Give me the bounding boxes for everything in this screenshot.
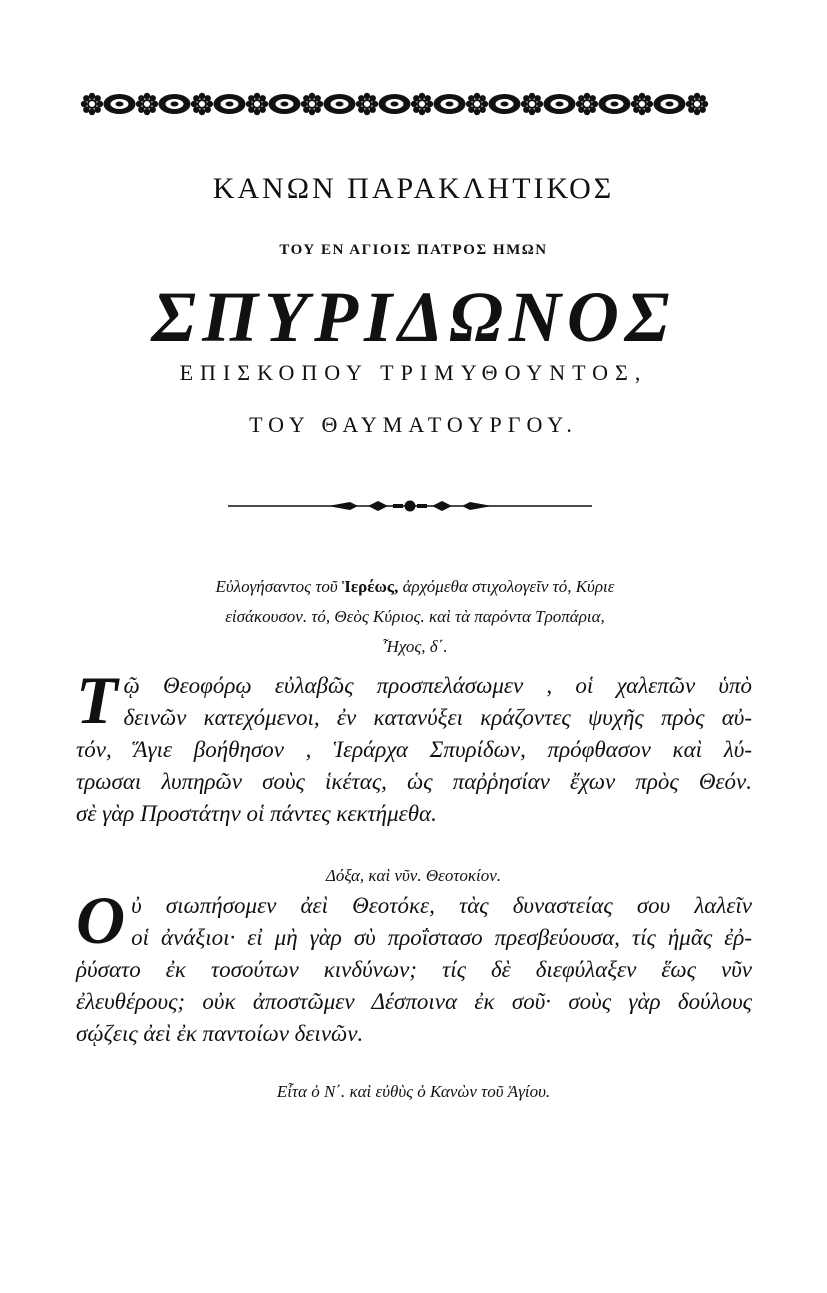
text-line: τόν, Ἅγιε βοήθησον , Ἱεράρχα Σπυρίδων, πρόφθασον καὶ λύ-: [76, 737, 752, 762]
rosette-ornament: [246, 93, 268, 115]
rubric-line-1: [120, 572, 710, 602]
drop-cap: Ο: [76, 882, 126, 958]
title-line-bishop: ΕΠΙΣΚΟΠΟΥ ΤΡΙΜΥΘΟΥΝΤΟΣ,: [179, 360, 648, 385]
theotokion: [76, 882, 752, 1050]
rosette-ornament: [81, 93, 103, 115]
text-line: σῴζεις ἀεὶ ἐκ παντοίων δεινῶν.: [76, 1021, 364, 1046]
text-line: οἱ ἀνάξιοι· εἰ μὴ γὰρ σὺ προΐστασο πρεσβεύουσα, τίς ἡμᾶς ἐῤ-: [131, 925, 752, 950]
rosette-ornament: [411, 93, 433, 115]
medallion-ornament: [214, 94, 246, 114]
rosette-ornament: [466, 93, 488, 115]
rosette-ornament: [136, 93, 158, 115]
rosette-ornament: [301, 93, 323, 115]
closing-rubric: Εἶτα ὁ Ν΄. καὶ εὐθὺς ὁ Κανὼν τοῦ Ἁγίου.: [276, 1082, 551, 1101]
medallion-ornament: [159, 94, 191, 114]
text-line: ῷ Θεοφόρῳ εὐλαβῶς προσπελάσωμεν , οἱ χαλεπῶν ὑπὸ: [123, 673, 752, 698]
rubric-text: Εὐλογήσαντος τοῦ: [215, 577, 342, 596]
rosette-ornament: [631, 93, 653, 115]
title-sub: ΤΟΥ ΕΝ ΑΓΙΟΙΣ ΠΑΤΡΟΣ ΗΜΩΝ: [279, 242, 548, 258]
rubric-bold-word: Ἱερέως,: [341, 577, 399, 596]
medallion-ornament: [324, 94, 356, 114]
text-line: ῥύσατο ἐκ τοσούτων κινδύνων; τίς δὲ διεφύλαξεν ἕως νῦν: [76, 957, 752, 982]
rubric: [120, 572, 710, 662]
medallion-ornament: [544, 94, 576, 114]
title-name: ΣΠΥΡΙΔΩΝΟΣ: [151, 277, 676, 357]
drop-cap: Τ: [76, 662, 118, 738]
text-line: δεινῶν κατεχόμενοι, ἐν κατανύξει κράζοντες ψυχῆς πρὸς αὐ-: [123, 705, 752, 730]
medallion-ornament: [654, 94, 686, 114]
rosette-ornament: [576, 93, 598, 115]
medallion-ornament: [599, 94, 631, 114]
rubric-tone: Ἦχος, δ΄.: [382, 637, 448, 656]
divider-ornament: [228, 496, 592, 516]
medallion-ornament: [379, 94, 411, 114]
medallion-ornament: [489, 94, 521, 114]
text-line: σὲ γὰρ Προστάτην οἱ πάντες κεκτήμεθα.: [76, 801, 437, 826]
medallion-ornament: [269, 94, 301, 114]
rosette-ornament: [521, 93, 543, 115]
rosette-ornament: [686, 93, 708, 115]
rubric-text: ἀρχόμεθα στιχολογεῖν τό, Κύριε: [398, 577, 615, 596]
text-line: τρωσαι λυπηρῶν σοὺς ἱκέτας, ὡς παῤῥησίαν ἔχων πρὸς Θεόν.: [76, 769, 752, 794]
rubric-line-2: εἰσάκουσον. τό, Θεὸς Κύριος. καὶ τὰ παρόντα Τροπάρια,: [225, 607, 605, 626]
ornament-band: [78, 82, 738, 126]
rosette-ornament: [191, 93, 213, 115]
medallion-ornament: [104, 94, 136, 114]
rosette-ornament: [356, 93, 378, 115]
title-line-wonderworker: ΤΟΥ ΘΑΥΜΑΤΟΥΡΓΟΥ.: [249, 412, 578, 437]
doxa-heading: Δόξα, καὶ νῦν. Θεοτοκίον.: [325, 866, 502, 885]
text-line: ὐ σιωπήσομεν ἀεὶ Θεοτόκε, τὰς δυναστείας σου λαλεῖν: [131, 893, 752, 918]
troparion-1: [76, 662, 752, 830]
medallion-ornament: [434, 94, 466, 114]
text-line: ἐλευθέρους; οὐκ ἀποστῶμεν Δέσποινα ἐκ σοῦ· σοὺς γὰρ δούλους: [76, 989, 752, 1014]
title-main: ΚΑΝΩΝ ΠΑΡΑΚΛΗΤΙΚΟΣ: [212, 172, 615, 205]
